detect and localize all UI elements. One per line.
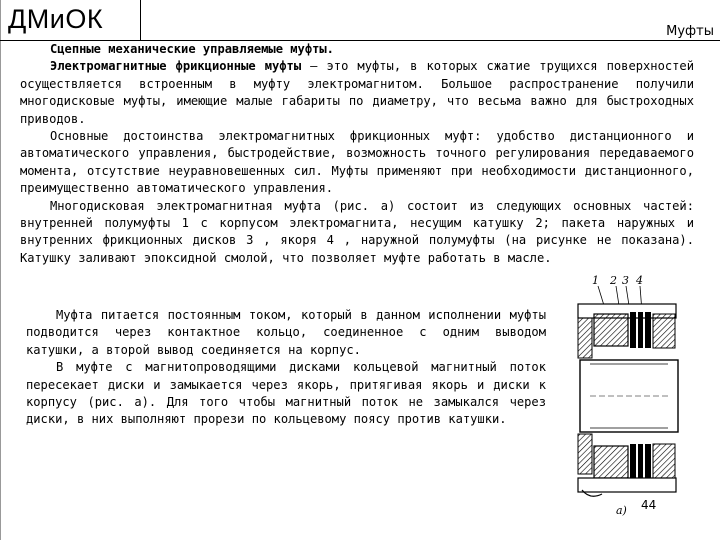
callout-2: 2 bbox=[610, 274, 617, 287]
clutch-figure bbox=[568, 276, 686, 520]
page-number: 44 bbox=[641, 498, 657, 512]
header-separator bbox=[140, 0, 141, 40]
heading: Сцепные механические управляемые муфты. bbox=[50, 42, 334, 56]
callout-3: 3 bbox=[622, 274, 629, 287]
paragraph-construction: Многодисковая электромагнитная муфта (рис. а) состоит из следующих основных частей: внутренней полумуфты 1 с корпусом электромагнита, несущим катушку 2; пакета наружных и внутренних фрикционных дисков 3 , якоря 4 , наружной полумуфты (на рисунке не показана). Катушку заливают эпоксидной смолой, что позволяет муфте работать в масле. bbox=[20, 198, 694, 265]
page-border bbox=[0, 0, 1, 540]
callout-1: 1 bbox=[592, 274, 599, 287]
section-title: Муфты bbox=[666, 24, 714, 39]
paragraph-magnetic-flux: В муфте с магнитопроводящими дисками кольцевой магнитный поток пересекает диски и замыкается через якорь, притягивая якорь и диски к корпусу (рис. а). Для того чтобы магнитный поток не замыкался через диски, в них выполняют прорези по кольцевому поясу против катушки. bbox=[26, 360, 546, 427]
text-block-wide bbox=[20, 41, 694, 267]
term: Электромагнитные фрикционные муфты bbox=[50, 59, 302, 74]
figure-caption: а) bbox=[616, 504, 627, 517]
definition: — это муфты, в которых сжатие трущихся поверхностей осуществляется встроенным в муфту электромагнитом. Большое распространение получили многодисковые муфты, имеющие малые габариты по диаметру, что весьма важно для быстроходных приводов. bbox=[20, 59, 694, 126]
paragraph-advantages: Основные достоинства электромагнитных фрикционных муфт: удобство дистанционного и автоматического управления, быстродействие, возможность точного регулирования передаваемого момента, отсутствие неуравновешенных сил. Муфты применяют при необходимости дистанционного, преимущественно автоматического управления. bbox=[20, 129, 694, 196]
clutch-drawing bbox=[568, 276, 686, 520]
paragraph-definition bbox=[20, 58, 694, 128]
text-block-narrow bbox=[26, 307, 546, 429]
callout-4: 4 bbox=[636, 274, 643, 287]
paragraph-power: Муфта питается постоянным током, который в данном исполнении муфты подводится через контактное кольцо, соединенное с одним выводом катушки, а второй вывод соединяется на корпус. bbox=[26, 308, 546, 357]
course-title: ДМиОК bbox=[8, 4, 104, 34]
